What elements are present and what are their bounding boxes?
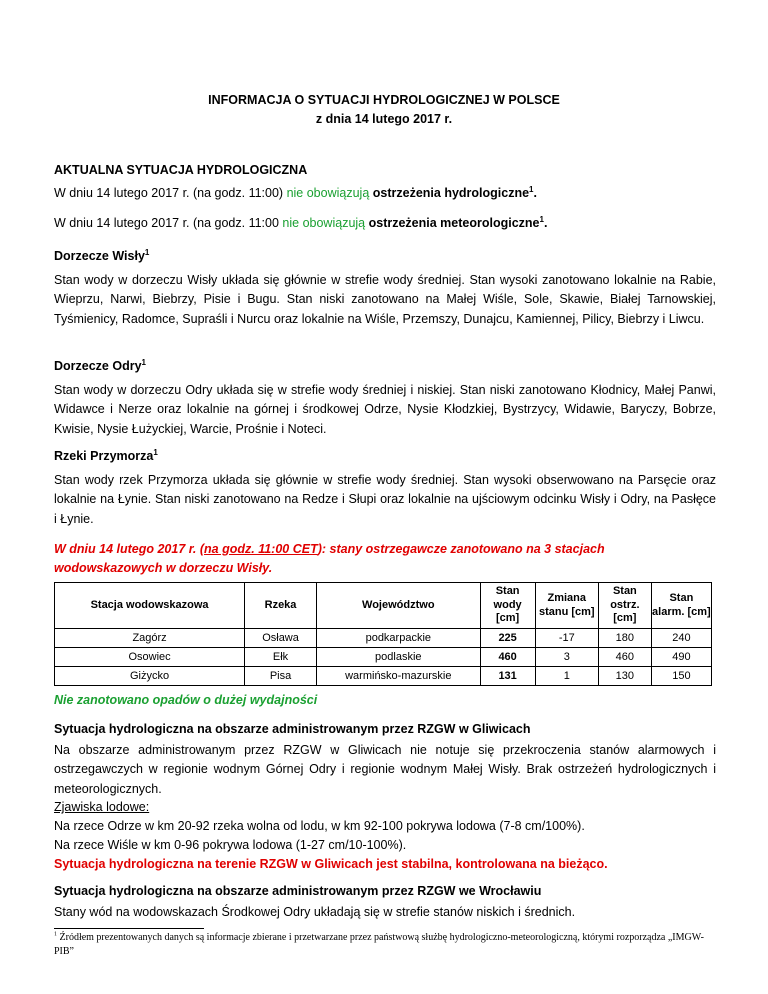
table-header-row	[55, 583, 712, 629]
hydro-warnings-status: nie obowiązują	[286, 186, 370, 200]
wroclaw-heading: Sytuacja hydrologiczna na obszarze administrowanym przez RZGW we Wrocławiu	[54, 884, 542, 898]
ice-line-odra: Na rzece Odrze w km 20-92 rzeka wolna od lodu, w km 92-100 pokrywa lodowa (7-8 cm/100%).	[54, 819, 585, 833]
footnote-ref: 1	[529, 184, 534, 194]
gliwice-heading: Sytuacja hydrologiczna na obszarze administrowanym przez RZGW w Gliwicach	[54, 722, 531, 736]
col-header-river: Rzeka	[245, 583, 317, 629]
przymorze-heading: Rzeki Przymorza$^1$	[54, 447, 158, 463]
warning-stations-table	[54, 582, 712, 686]
meteo-warnings-status: nie obowiązują	[282, 216, 366, 230]
hydro-warnings-label: ostrzeżenia hydrologiczne	[372, 186, 530, 200]
alert-heading: W dniu 14 lutego 2017 r. (na godz. 11:00 CET): stany ostrzegawcze zanotowano na 3 stacjach wodowskazowych w dorzeczu Wisły.	[54, 542, 605, 575]
wisla-heading: Dorzecze Wisły$^1$	[54, 247, 150, 263]
ice-line-wisla: Na rzece Wiśle w km 0-96 pokrywa lodowa (1-27 cm/10-100%).	[54, 838, 407, 852]
odra-heading: Dorzecze Odry$^1$	[54, 357, 146, 373]
wroclaw-text: Stany wód na wodowskazach Środkowej Odry układają się w strefie stanów niskich i średnich.	[54, 905, 576, 919]
no-precipitation-note: Nie zanotowano opadów o dużej wydajności	[54, 693, 318, 707]
przymorze-text: Stan wody rzek Przymorza układa się głównie w strefie wody średniej. Stan wysoki obserwowano na Parsęcie oraz lokalnie na Łynie. Stan niski zanotowano na Redze i Słupi oraz lokalnie na ujściowym odcinku Wisły i Odry, na Pasłęce i Łynie.	[54, 473, 716, 526]
document-title: INFORMACJA O SYTUACJI HYDROLOGICZNEJ W POLSCE	[208, 93, 560, 107]
footnote-ref: 1	[539, 214, 544, 224]
document-date: z dnia 14 lutego 2017 r.	[315, 112, 453, 126]
hydro-warnings-line: W dniu 14 lutego 2017 r. (na godz. 11:00) nie obowiązują ostrzeżenia hydrologiczne$^1$.	[54, 184, 537, 200]
table-row: Zagórz Osława podkarpackie 225 -17 180 240	[55, 629, 712, 648]
table-row: Giżycko Pisa warmińsko-mazurskie 131 1 130 150	[55, 667, 712, 686]
col-header-warning-level: Stan ostrz. [cm]	[598, 583, 651, 629]
meteo-warnings-line: W dniu 14 lutego 2017 r. (na godz. 11:00 nie obowiązują ostrzeżenia meteorologiczne$^1$.	[54, 214, 548, 230]
col-header-level-change: Zmiana stanu [cm]	[535, 583, 598, 629]
current-situation-heading: AKTUALNA SYTUACJA HYDROLOGICZNA	[54, 163, 308, 177]
footnote-divider	[54, 928, 204, 929]
gliwice-status: Sytuacja hydrologiczna na terenie RZGW w Gliwicach jest stabilna, kontrolowana na bieżąco.	[54, 857, 608, 871]
table-row: Osowiec Ełk podlaskie 460 3 460 490	[55, 648, 712, 667]
footnote: $^1$ Źródłem prezentowanych danych są informacje zbierane i przetwarzane przez państwową służbę hydrologiczno-meteorologiczną, którymi rozporządza „IMGW- PIB”	[54, 931, 704, 957]
meteo-warnings-label: ostrzeżenia meteorologiczne	[368, 216, 540, 230]
col-header-water-level: Stan wody [cm]	[480, 583, 535, 629]
gliwice-text: Na obszarze administrowanym przez RZGW w Gliwicach nie notuje się przekroczenia stanów alarmowych i ostrzegawczych w regionie wodnym Górnej Odry i regionie wodnym Małej Wisły. Brak ostrzeżeń hydrologicznych i meteorologicznych.	[54, 743, 716, 796]
col-header-voivodeship: Województwo	[316, 583, 480, 629]
wisla-text: Stan wody w dorzeczu Wisły układa się głównie w strefie wody średniej. Stan wysoki zanotowano lokalnie na Rabie, Wieprzu, Narwi, Biebrzy, Pisie i Bugu. Stan niski zanotowano na Małej Wiśle, Sole, Skawie, Białej Tarnowskiej, Tyśmienicy, Radomce, Supraśli i Nurcu oraz lokalnie na Wiśle, Przemszy, Dunajcu, Kamiennej, Pilicy, Biebrzy i Liwcu.	[54, 273, 716, 326]
ice-heading: Zjawiska lodowe:	[54, 800, 150, 814]
odra-text: Stan wody w dorzeczu Odry układa się w strefie wody średniej i niskiej. Stan niski zanotowano Kłodnicy, Małej Panwi, Widawce i Nerze oraz lokalnie na górnej i środkowej Odrze, Nysie Kłodzkiej, Bystrzycy, Widawie, Baryczy, Bobrze, Kwisie, Nysie Łużyckiej, Warcie, Prośnie i Noteci.	[54, 383, 716, 436]
col-header-station: Stacja wodowskazowa	[55, 583, 245, 629]
col-header-alarm-level: Stan alarm. [cm]	[651, 583, 711, 629]
